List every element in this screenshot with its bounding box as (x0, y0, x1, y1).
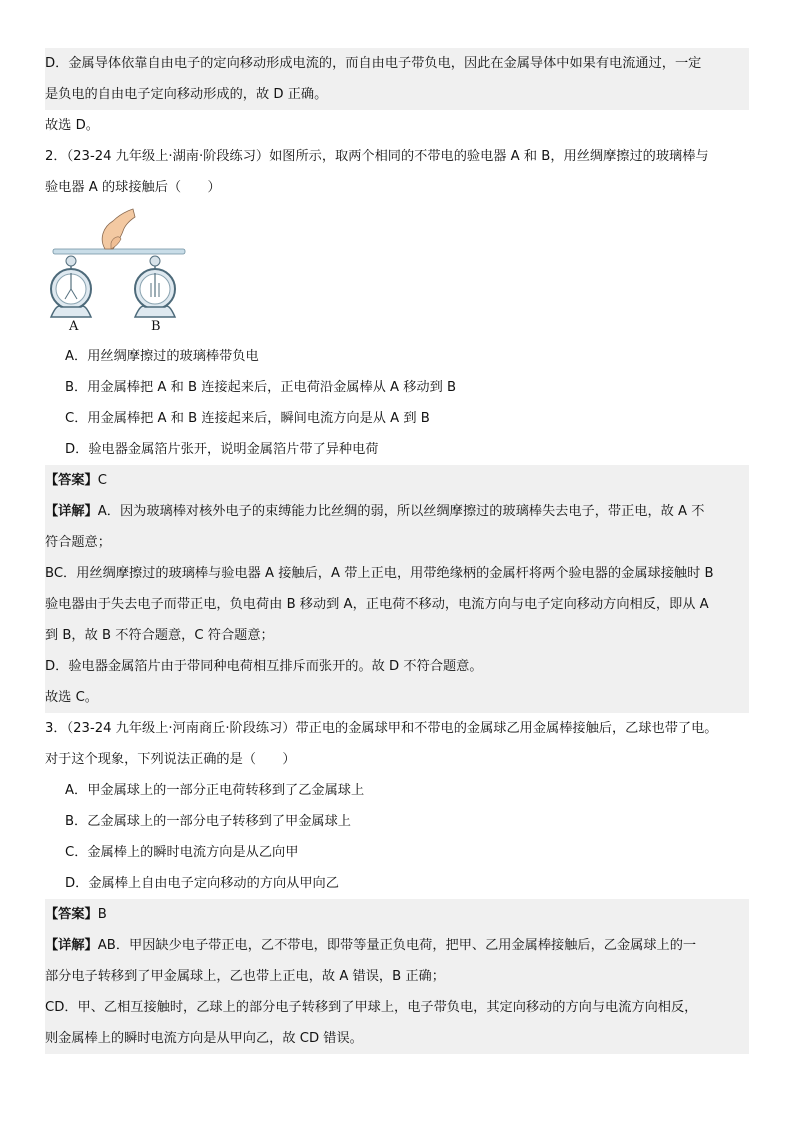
electroscope-illustration (47, 203, 207, 319)
q2-choice: 故选 C。 (45, 682, 749, 713)
q2-stem: 验电器 A 的球接触后（ ） (45, 180, 221, 195)
q2-detail-line: D．验电器金属箔片由于带同种电荷相互排斥而张开的。故 D 不符合题意。 (45, 651, 749, 682)
q3-option-c: C．金属棒上的瞬时电流方向是从乙向甲 (65, 845, 299, 860)
prev-explanation-line: D．金属导体依靠自由电子的定向移动形成电流的，而自由电子带负电，因此在金属导体中如果有电流通过，一定 (45, 48, 749, 79)
electroscope-a-label: A (69, 319, 79, 334)
q3-option-b: B．乙金属球上的一部分电子转移到了甲金属球上 (65, 814, 351, 829)
q3-detail-line: 部分电子转移到了甲金属球上，乙也带上正电，故 A 错误，B 正确； (45, 961, 749, 992)
q2-detail-line: 验电器由于失去电子而带正电，负电荷由 B 移动到 A，正电荷不移动，电流方向与电子定向移动方向相反，即从 A (45, 589, 749, 620)
q3-detail-line: CD．甲、乙相互接触时，乙球上的部分电子转移到了甲球上，电子带负电，其定向移动的方向与电流方向相反， (45, 992, 749, 1023)
answer-value: B (97, 907, 107, 922)
q2-option-b: B．用金属棒把 A 和 B 连接起来后，正电荷沿金属棒从 A 移动到 B (65, 380, 457, 395)
q3-option-d: D．金属棒上自由电子定向移动的方向从甲向乙 (65, 876, 339, 891)
electroscope-b-label: B (151, 319, 161, 334)
q3-detail (45, 930, 749, 961)
q2-detail-line: 符合题意； (45, 527, 749, 558)
q3-stem: 对于这个现象，下列说法正确的是（ ） (45, 752, 296, 767)
answer-value: C (97, 473, 107, 488)
prev-explanation-line: 是负电的自由电子定向移动形成的，故 D 正确。 (45, 79, 749, 110)
q2-detail (45, 496, 749, 527)
answer-tag: 【答案】 (45, 907, 98, 922)
page-content (45, 48, 749, 1054)
detail-text: AB．甲因缺少电子带正电，乙不带电，即带等量正负电荷，把甲、乙用金属棒接触后，乙金属球上的一 (97, 938, 697, 953)
q3-answer (45, 899, 749, 930)
q2-stem: 2．（23-24 九年级上·湖南·阶段练习）如图所示，取两个相同的不带电的验电器 A 和 B，用丝绸摩擦过的玻璃棒与 (45, 149, 709, 164)
prev-choice: 故选 D。 (45, 118, 99, 133)
q2-option-d: D．验电器金属箔片张开，说明金属箔片带了异种电荷 (65, 442, 379, 457)
q3-stem: 3．（23-24 九年级上·河南商丘·阶段练习）带正电的金属球甲和不带电的金属球乙用金属棒接触后，乙球也带了电。 (45, 721, 718, 736)
electroscope-figure (47, 203, 207, 341)
detail-tag: 【详解】 (45, 938, 98, 953)
q2-option-a: A．用丝绸摩擦过的玻璃棒带负电 (65, 349, 259, 364)
q3-detail-line: 则金属棒上的瞬时电流方向是从甲向乙，故 CD 错误。 (45, 1023, 749, 1054)
q3-option-a: A．甲金属球上的一部分正电荷转移到了乙金属球上 (65, 783, 365, 798)
q2-option-c: C．用金属棒把 A 和 B 连接起来后，瞬间电流方向是从 A 到 B (65, 411, 430, 426)
detail-tag: 【详解】 (45, 504, 98, 519)
answer-tag: 【答案】 (45, 473, 98, 488)
q2-detail-line: BC．用丝绸摩擦过的玻璃棒与验电器 A 接触后，A 带上正电，用带绝缘柄的金属杆将两个验电器的金属球接触时 B (45, 558, 749, 589)
q2-answer (45, 465, 749, 496)
detail-text: A．因为玻璃棒对核外电子的束缚能力比丝绸的弱，所以丝绸摩擦过的玻璃棒失去电子，带正电，故 A 不 (97, 504, 705, 519)
q2-detail-line: 到 B，故 B 不符合题意，C 符合题意； (45, 620, 749, 651)
